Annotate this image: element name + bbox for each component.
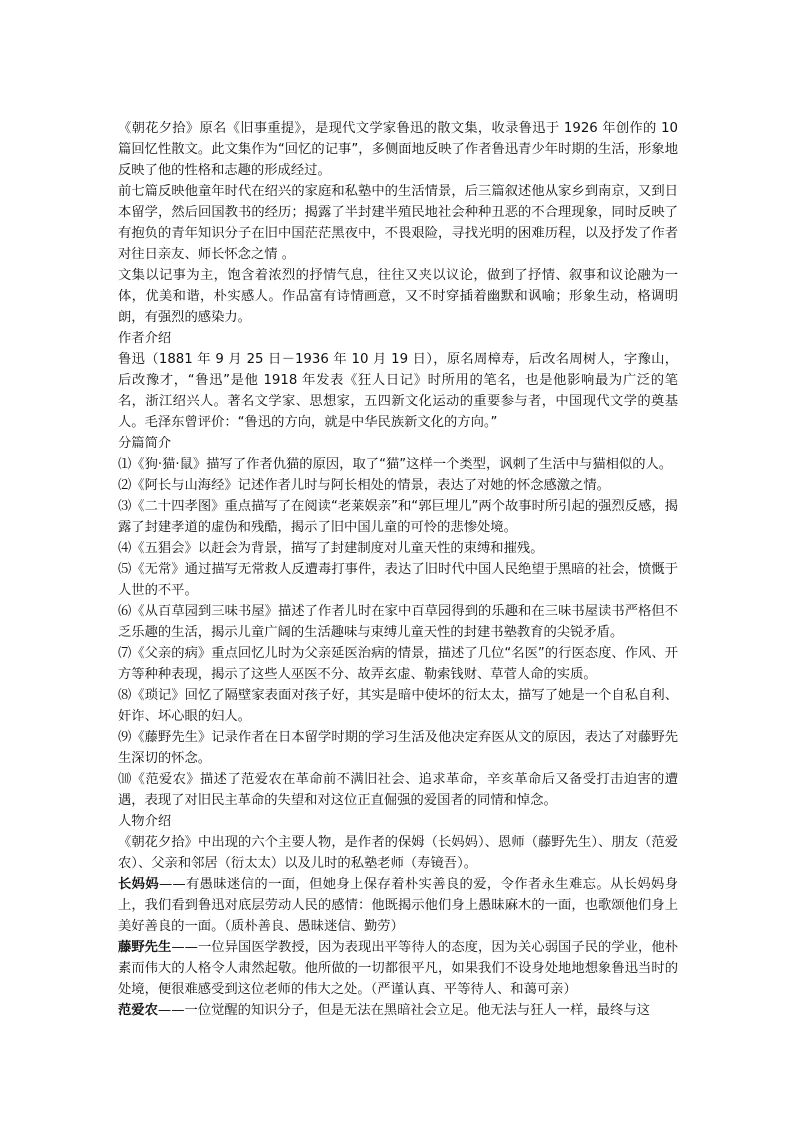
- character-description: ——一位异国医学教授，因为表现出平等待人的态度，因为关心弱国子民的学业，他朴素而伟大的人格令人肃然起敬。他所做的一切都很平凡，如果我们不设身处地地想象鲁迅当时的处境，便很难感受到这位老师的伟大之处。（严谨认真、平等待人、和蔼可亲）: [118, 940, 679, 997]
- chapters-heading: 分篇简介: [118, 436, 172, 451]
- chapter-item: ⑸《无常》通过描写无常救人反遭毒打事件，表达了旧时代中国人民绝望于黑暗的社会，愤慨于人世的不平。: [118, 562, 678, 598]
- intro-paragraph: 《朝花夕拾》原名《旧事重提》，是现代文学家鲁迅的散文集，收录鲁迅于 1926 年创作的 10 篇回忆性散文。此文集作为“回忆的记事”，多侧面地反映了作者鲁迅青少年时期的生活，形象地反映了他的性格和志趣的形成经过。: [118, 121, 678, 178]
- character-name: 长妈妈: [118, 877, 160, 892]
- chapter-item: ⑷《五猖会》以赶会为背景，描写了封建制度对儿童天性的束缚和摧残。: [118, 541, 544, 556]
- chapter-item: ⑶《二十四孝图》重点描写了在阅读“老莱娱亲”和“郭巨埋儿”两个故事时所引起的强烈反感，揭露了封建孝道的虚伪和残酷，揭示了旧中国儿童的可怜的悲惨处境。: [118, 499, 678, 535]
- character-entry: [118, 874, 678, 937]
- chapter-item: ⑹《从百草园到三味书屋》描述了作者儿时在家中百草园得到的乐趣和在三味书屋读书严格但不乏乐趣的生活，揭示儿童广阔的生活趣味与束缚儿童天性的封建书塾教育的尖锐矛盾。: [118, 604, 678, 640]
- chapter-item: ⑴《狗·猫·鼠》描写了作者仇猫的原因，取了“猫”这样一个类型，讽刺了生活中与猫相似的人。: [118, 457, 673, 472]
- intro-paragraph: 文集以记事为主，饱含着浓烈的抒情气息，往往又夹以议论，做到了抒情、叙事和议论融为一体，优美和谐，朴实感人。作品富有诗情画意，又不时穿插着幽默和讽喻；形象生动，格调明朗，有强烈的感染力。: [118, 268, 678, 325]
- chapter-item: ⑼《藤野先生》记录作者在日本留学时期的学习生活及他决定弃医从文的原因，表达了对藤野先生深切的怀念。: [118, 730, 678, 766]
- character-name: 范爱农: [118, 1003, 158, 1018]
- characters-intro: 《朝花夕拾》中出现的六个主要人物，是作者的保姆（长妈妈）、恩师（藤野先生）、朋友（范爱农）、父亲和邻居（衍太太）以及儿时的私塾老师（寿镜吾）。: [118, 835, 678, 871]
- character-entry: [118, 937, 678, 1000]
- chapter-item: ⑽《范爱农》描述了范爱农在革命前不满旧社会、追求革命，辛亥革命后又备受打击迫害的遭遇，表现了对旧民主革命的失望和对这位正直倔强的爱国者的同情和悼念。: [118, 772, 678, 808]
- chapter-item: ⑺《父亲的病》重点回忆儿时为父亲延医治病的情景，描述了几位“名医”的行医态度、作风、开方等种种表现，揭示了这些人巫医不分、故弄玄虚、勒索钱财、草菅人命的实质。: [118, 646, 678, 682]
- characters-heading: 人物介绍: [118, 814, 172, 829]
- character-entry: [118, 1000, 678, 1021]
- document-body: [118, 118, 678, 1021]
- author-heading: 作者介绍: [118, 331, 172, 346]
- intro-paragraph: 前七篇反映他童年时代在绍兴的家庭和私塾中的生活情景，后三篇叙述他从家乡到南京，又到日本留学，然后回国教书的经历；揭露了半封建半殖民地社会种种丑恶的不合理现象，同时反映了有抱负的青年知识分子在旧中国茫茫黑夜中，不畏艰险，寻找光明的困难历程，以及抒发了作者对往日亲友、师长怀念之情 。: [118, 184, 678, 262]
- chapter-item: ⑵《阿长与山海经》记述作者儿时与阿长相处的情景，表达了对她的怀念感激之情。: [118, 478, 610, 493]
- chapter-item: ⑻《琐记》回忆了隔壁家表面对孩子好，其实是暗中使坏的衍太太，描写了她是一个自私自利、奸诈、坏心眼的妇人。: [118, 688, 678, 724]
- character-description: ——有愚昧迷信的一面，但她身上保存着朴实善良的爱，令作者永生难忘。从长妈妈身上，我们看到鲁迅对底层劳动人民的感情：他既揭示他们身上愚昧麻木的一面，也歌颂他们身上美好善良的一面。（质朴善良、愚昧迷信、勤劳）: [118, 877, 678, 934]
- character-name: 藤野先生: [118, 940, 172, 955]
- author-paragraph: 鲁迅（1881 年 9 月 25 日－1936 年 10 月 19 日），原名周樟寿，后改名周树人，字豫山，后改豫才，“鲁迅”是他 1918 年发表《狂人日记》时所用的笔名，也是他影响最为广泛的笔名，浙江绍兴人。著名文学家、思想家，五四新文化运动的重要参与者，中国现代文学的奠基人。毛泽东曾评价：“鲁迅的方向，就是中华民族新文化的方向。”: [118, 352, 678, 430]
- character-description: ——一位觉醒的知识分子，但是无法在黑暗社会立足。他无法与狂人一样，最终与这: [157, 1003, 650, 1018]
